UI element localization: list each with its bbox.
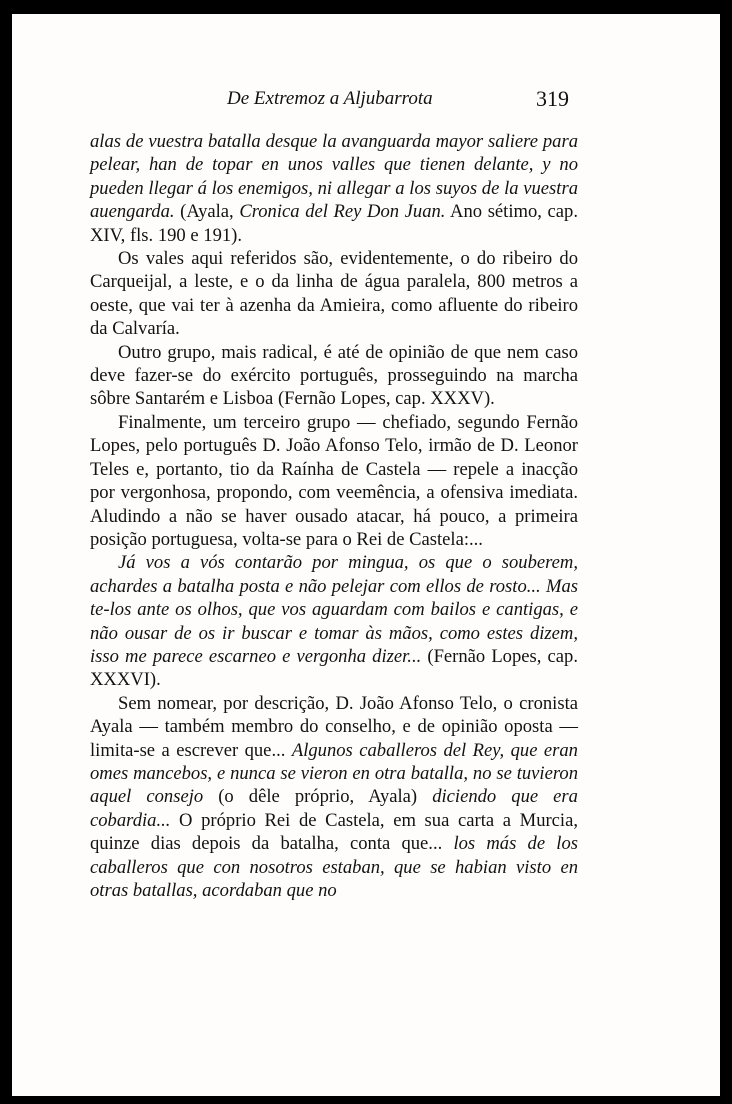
sem-nomear-f: los más de los caballeros que con nosotros estaban, que se habian visto en otras batallas, acordaban que no (90, 833, 578, 901)
page-number: 319 (536, 86, 569, 111)
paragraph-quote-ayala (90, 130, 578, 247)
running-title: De Extremoz a Aljubarrota (227, 88, 433, 109)
sem-nomear-e: O próprio Rei de Castela, em sua carta a Murcia, quinze dias depois da batalha, conta que... (90, 809, 578, 855)
ayala-quote: alas de vuestra batalla desque la avanguarda mayor saliere para pelear, han de topar en unos valles que tienen delante, y no pueden llegar á los enemigos, ni allegar a los suyos de la vuestra auengarda. (90, 131, 578, 223)
paragraph-quote-fernao (90, 551, 578, 691)
body-text (90, 130, 578, 902)
book-page (12, 14, 720, 1096)
ayala-cite-title: Cronica del Rey Don Juan. (239, 201, 446, 223)
ayala-cite-tail: Ano sétimo, cap. XIV, fls. 190 e 191). (90, 201, 578, 246)
fernao-cite: (Fernão Lopes, cap. XXXVI). (90, 645, 578, 691)
paragraph-outro-grupo: Outro grupo, mais radical, é até de opinião de que nem caso deve fazer-se do exército português, prosseguindo na marcha sôbre Santarém e Lisboa (Fernão Lopes, cap. XXXV). (90, 341, 578, 410)
sem-nomear-d: diciendo que era cobardia... (90, 786, 578, 831)
sem-nomear-c: (o dêle próprio, Ayala) (203, 786, 433, 808)
paragraph-terceiro-grupo: Finalmente, um terceiro grupo — chefiado, segundo Fernão Lopes, pelo português D. João Afonso Telo, irmão de D. Leonor Teles e, portanto, tio da Raínha de Castela — repele a inacção por vergonhosa, propondo, com veemência, a ofensiva imediata. Aludindo a não se haver ousado atacar, há pouco, a primeira posição portuguesa, volta-se para o Rei de Castela:... (90, 411, 578, 550)
ayala-cite-open: (Ayala, (174, 201, 240, 223)
fernao-quote: Já vos a vós contarão por mingua, os que o souberem, achardes a batalha posta e não pelejar com ellos de rosto... Mas te-los ante os olhos, que vos aguardam com bailos e cantigas, e não ousar de os ir buscar e tomar às mãos, como estes dizem, isso me parece escarneo e vergonha dizer... (90, 552, 578, 667)
paragraph-vales: Os vales aqui referidos são, evidentemente, o do ribeiro do Carqueijal, a leste, e o da linha de água paralela, 800 metros a oeste, que vai ter à azenha da Amieira, como afluente do ribeiro da Calvaría. (90, 248, 578, 340)
sem-nomear-a: Sem nomear, por descrição, D. João Afonso Telo, o cronista Ayala — também membro do conselho, e de opinião oposta — limita-se a escrever que... (90, 692, 578, 761)
sem-nomear-b: Algunos caballeros del Rey, que eran omes mancebos, e nunca se vieron en otra batalla, no se tuvieron aquel consejo (90, 739, 578, 808)
page-header (12, 86, 720, 118)
paragraph-sem-nomear (90, 692, 578, 903)
